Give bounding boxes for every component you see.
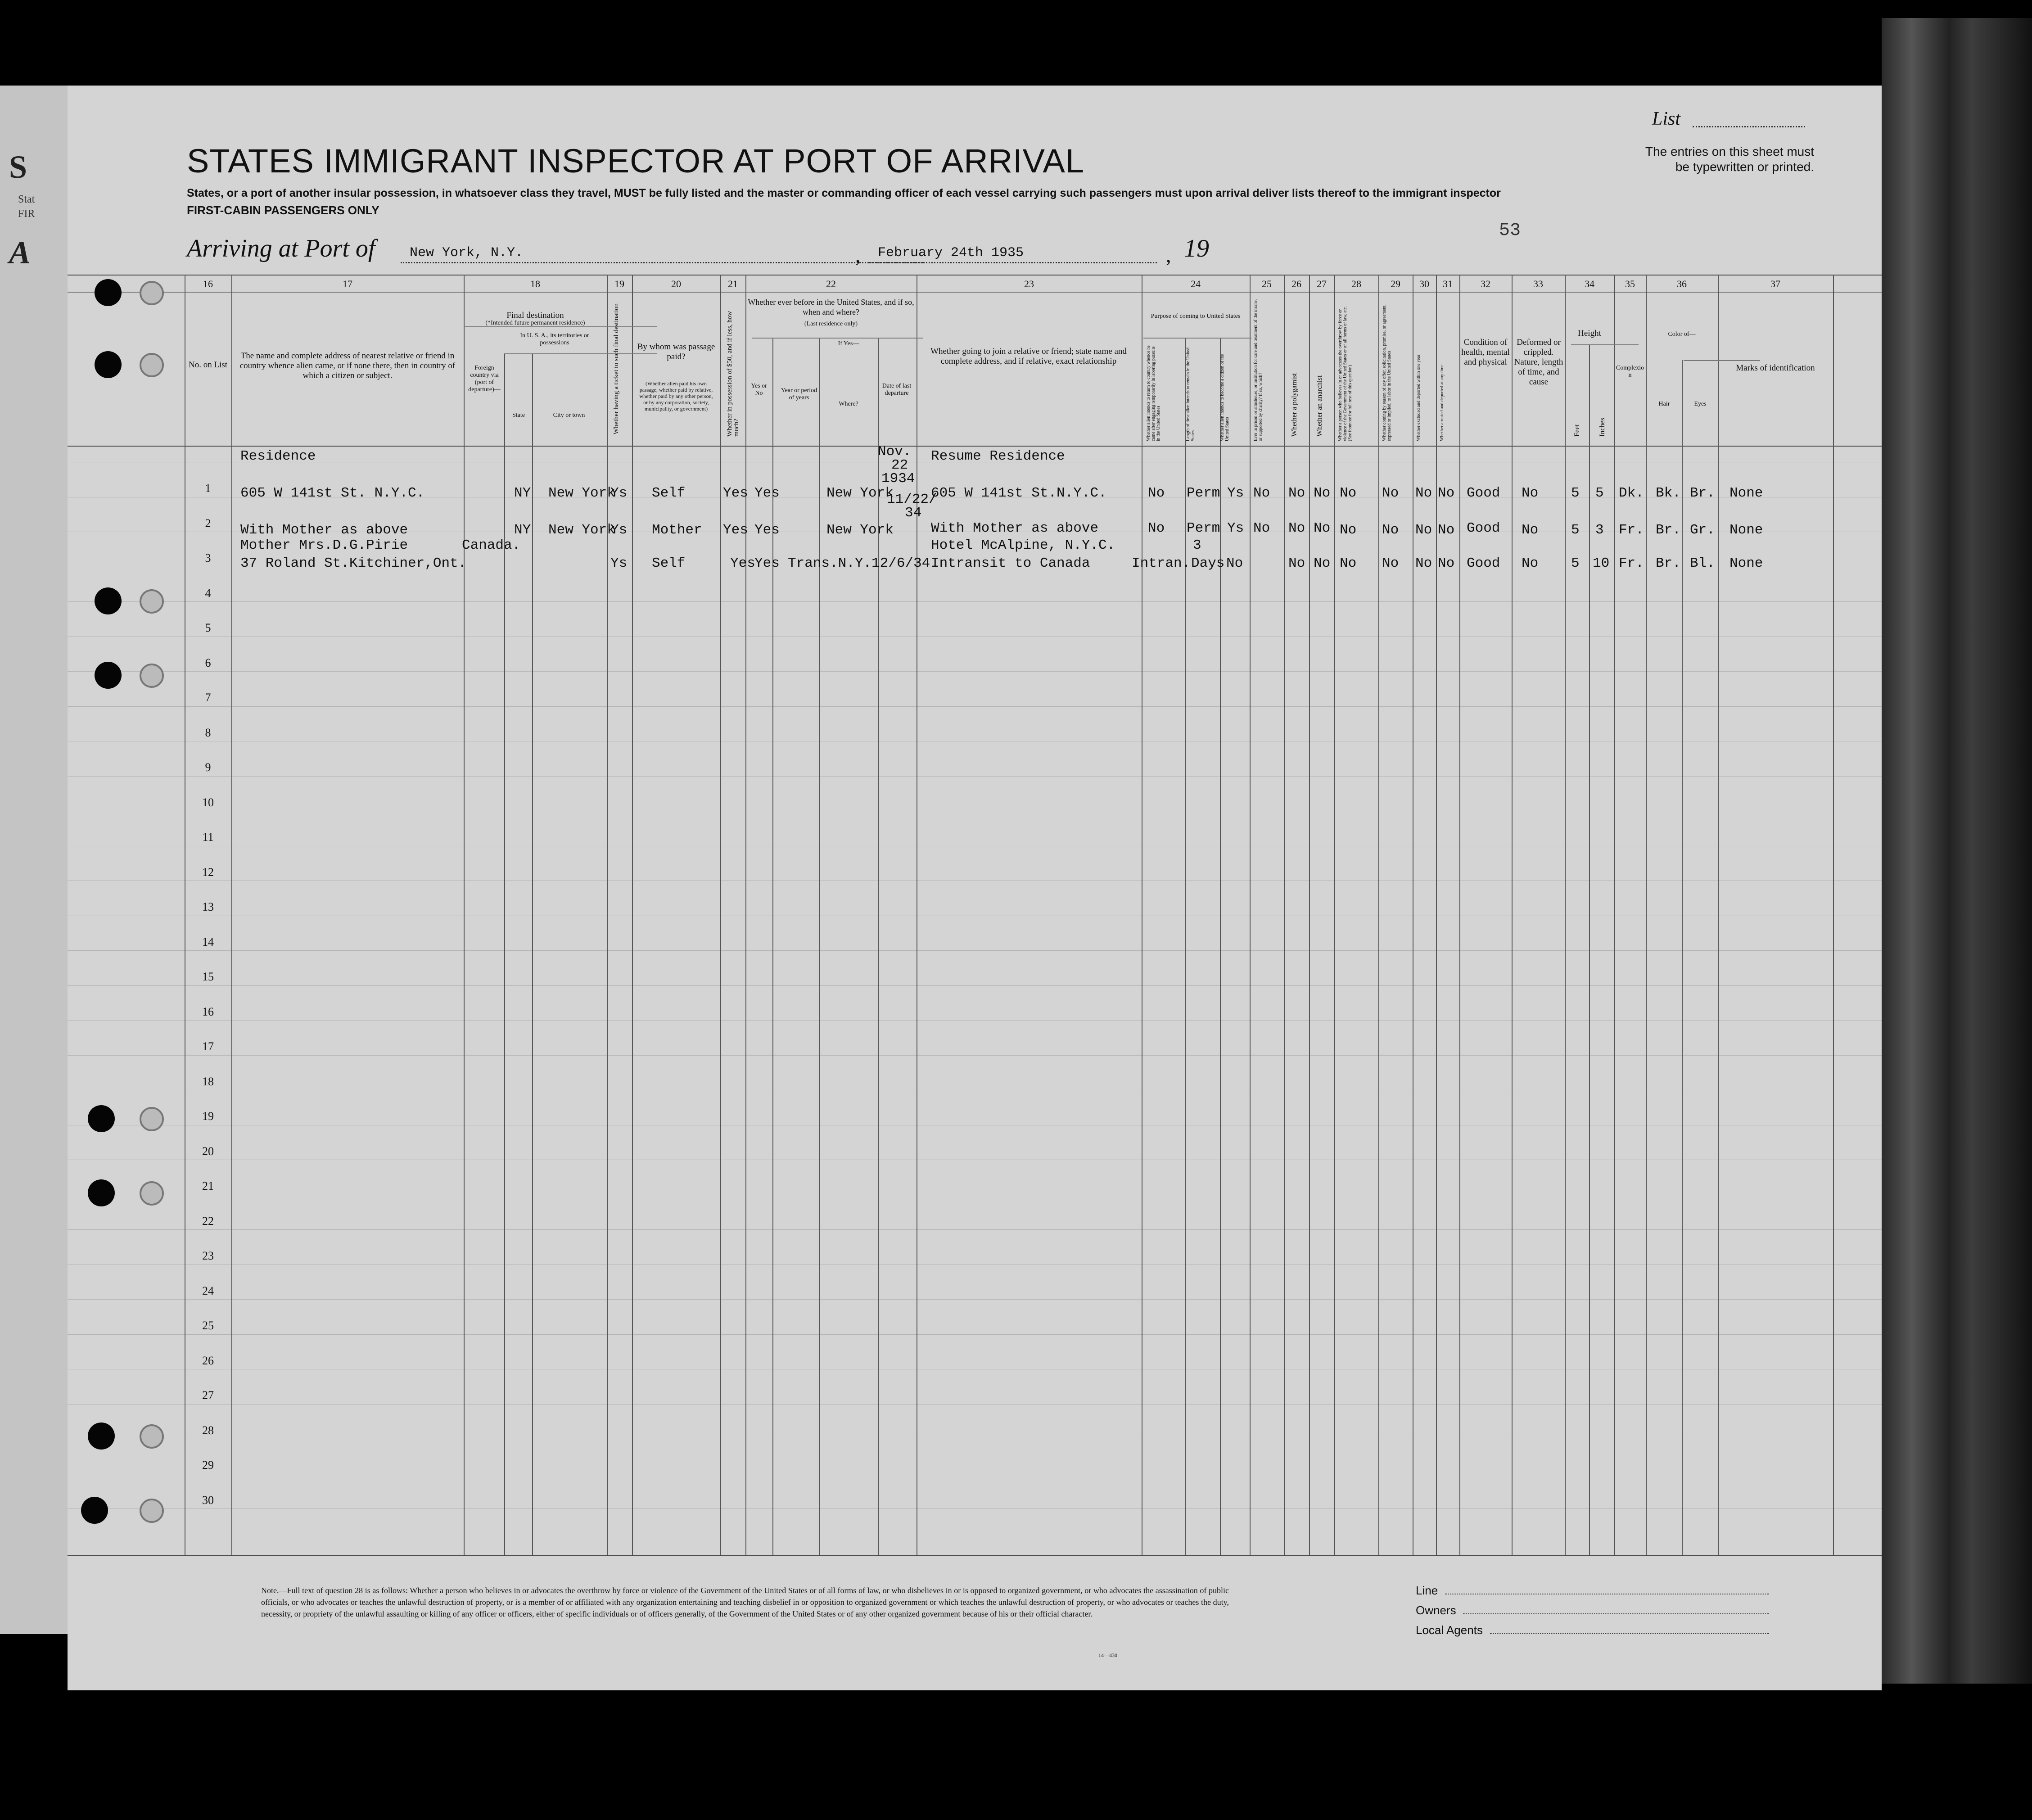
list-label: List [1652, 108, 1681, 129]
row1-c23: 605 W 141st St.N.Y.C. [931, 485, 1107, 501]
header-c25: Ever in prison or almshouse, or institution for care and treatment of the insane, or supported by charity? If so, which? [1253, 299, 1263, 441]
port-value: New York, N.Y. [410, 245, 524, 261]
row-rule [68, 1404, 1882, 1405]
column-line [1436, 275, 1437, 1555]
row1-c29: No [1382, 485, 1399, 501]
header-c22-period: Year or period of years [781, 387, 817, 401]
entries-note-line-2: be typewritten or printed. [1675, 160, 1814, 174]
entries-note-line-1: The entries on this sheet must [1645, 145, 1814, 158]
row-number: 27 [202, 1389, 214, 1402]
row2-c30: No [1415, 522, 1432, 538]
colnum-35: 35 [1625, 278, 1635, 289]
header-c18-group: Final destination [506, 311, 564, 320]
grid-bottom-border [68, 1555, 1882, 1556]
row3-c22-where: Trans.N.Y.12/6/34 [788, 555, 930, 571]
residence-header: Residence [240, 448, 316, 464]
header-c20-note: (Whether alien paid his own passage, whether paid by relative, whether paid by any other person, or by any corporation, society, municipality, or government) [639, 380, 713, 412]
row-rule [68, 1020, 1882, 1021]
row2-c24b: Perm [1187, 520, 1220, 536]
header-c32: Condition of health, mental and physical [1461, 338, 1510, 367]
row-number: 26 [202, 1354, 214, 1367]
local-agents-field [1490, 1633, 1769, 1634]
header-c23: Whether going to join a relative or friend; state name and complete address, and if relative, exact relationship [930, 347, 1127, 366]
c36-subrule [1684, 360, 1760, 361]
row1-c27: No [1314, 485, 1331, 501]
header-c18-foreign: Foreign country via (port of departure)— [468, 365, 501, 393]
row-number: 4 [205, 586, 211, 600]
row1-c24b: Perm [1187, 485, 1220, 501]
row1-c22-date-b: 22 [891, 457, 908, 473]
row2-c23: With Mother as above [931, 520, 1099, 536]
row-number: 21 [202, 1179, 214, 1192]
row-number: 11 [202, 831, 214, 844]
row-number: 24 [202, 1284, 214, 1297]
punch-ring [140, 353, 164, 377]
punch-hole [81, 1497, 108, 1524]
row3-c24b-b: Days [1191, 555, 1225, 571]
row3-c37: None [1729, 555, 1763, 571]
row-number: 8 [205, 726, 211, 739]
header-c36-hair: Hair [1658, 401, 1670, 407]
row3-c28: No [1340, 555, 1357, 571]
row3-c21: Yes [730, 555, 755, 571]
row3-c24b-a: 3 [1193, 537, 1201, 553]
column-line [1334, 275, 1335, 1555]
line-label: Line [1416, 1584, 1438, 1597]
colnum-24: 24 [1191, 278, 1201, 289]
row2-c31: No [1438, 522, 1455, 538]
handwritten-number: 53 [1499, 221, 1521, 241]
colnum-37: 37 [1770, 278, 1780, 289]
colnum-33: 33 [1533, 278, 1543, 289]
column-line [1309, 275, 1310, 1555]
row-number: 16 [202, 1005, 214, 1018]
header-c27: Whether an anarchist [1316, 375, 1323, 437]
colnum-17: 17 [343, 278, 352, 289]
row-rule [68, 950, 1882, 951]
header-c35: Complexion [1616, 365, 1644, 379]
header-c24-v2: Length of time alien intends to remain in the United States [1186, 347, 1196, 441]
row2-c22-date-b: 34 [905, 505, 922, 521]
row2-c21: Yes [723, 522, 748, 538]
row1-c30: No [1415, 485, 1432, 501]
row1-c22-date-a: Nov. [878, 444, 912, 460]
header-c24-v3: Whether alien intends to become a citizen of the United States [1220, 354, 1230, 441]
row-number: 30 [202, 1493, 214, 1507]
page-title: STATES IMMIGRANT INSPECTOR AT PORT OF ARRIVAL [187, 142, 1085, 180]
row3-foreign: Canada. [462, 537, 521, 553]
scan-right-edge [1882, 18, 2032, 1684]
column-line [504, 353, 505, 1555]
row-rule [68, 1508, 1882, 1509]
row1-hair: Bk. [1656, 485, 1681, 501]
row3-c29: No [1382, 555, 1399, 571]
row3-c32: Good [1467, 555, 1500, 571]
row3-c22-yn: Yes [754, 555, 780, 571]
row3-c30: No [1415, 555, 1432, 571]
passenger-class: FIRST-CABIN PASSENGERS ONLY [187, 203, 379, 217]
header-c18-usa: In U. S. A., its territories or possessions [520, 332, 589, 346]
row1-c22-where: New York [826, 485, 894, 501]
row-number: 12 [202, 865, 214, 879]
row1-c24a: No [1148, 485, 1165, 501]
row1-state: NY [514, 485, 531, 501]
header-c16: No. on List [188, 360, 228, 370]
colnum-18: 18 [530, 278, 540, 289]
row1-c32: Good [1467, 485, 1500, 501]
row1-feet: 5 [1571, 485, 1580, 501]
colnum-20: 20 [671, 278, 681, 289]
row2-paid: Mother [652, 522, 702, 538]
row3-eyes: Bl. [1690, 555, 1715, 571]
row2-c26: No [1288, 520, 1305, 536]
row1-c23-head: Resume Residence [931, 448, 1065, 464]
colnum-19: 19 [614, 278, 624, 289]
row1-eyes: Br. [1690, 485, 1715, 501]
row2-c24c: Ys [1227, 520, 1244, 536]
header-bottom-rule [68, 446, 1882, 447]
column-number-rule [68, 292, 1882, 293]
column-line [878, 338, 879, 1555]
row1-c35: Dk. [1619, 485, 1644, 501]
column-line [1833, 275, 1834, 1555]
header-c22-yesno: Yes or No [751, 383, 767, 397]
row1-inches: 5 [1595, 485, 1604, 501]
column-line [1614, 275, 1615, 1555]
header-c24: Purpose of coming to United States [1151, 313, 1241, 320]
row-rule [68, 1334, 1882, 1335]
punch-ring [140, 1181, 164, 1206]
column-line [1284, 275, 1285, 1555]
punch-hole [88, 1423, 115, 1450]
row3-c26: No [1288, 555, 1305, 571]
header-c31: Whether arrested and deported at any time [1440, 365, 1445, 441]
row2-feet: 5 [1571, 522, 1580, 538]
c24-subrule [1143, 338, 1251, 339]
punch-ring [140, 664, 164, 688]
row-rule [68, 985, 1882, 986]
header-c22: Whether ever before in the United States, and if so, when and where? [748, 298, 914, 316]
colnum-31: 31 [1443, 278, 1453, 289]
column-line [1565, 275, 1566, 1555]
colnum-34: 34 [1585, 278, 1594, 289]
owners-label: Owners [1416, 1603, 1456, 1617]
column-line [1250, 275, 1251, 1555]
punch-hole [95, 662, 122, 689]
colnum-26: 26 [1291, 278, 1301, 289]
column-line [1589, 344, 1590, 1555]
header-c17: The name and complete address of nearest relative or friend in country whence alien came, or if none there, then in country of which a citizen or subject. [239, 351, 456, 380]
row-number: 7 [205, 691, 211, 704]
row-number: 13 [202, 900, 214, 913]
comma-1: , [855, 244, 861, 266]
colnum-27: 27 [1317, 278, 1327, 289]
column-line [1718, 275, 1719, 1555]
row-number: 1 [205, 482, 211, 495]
row-number: 2 [205, 516, 211, 530]
colnum-21: 21 [728, 278, 738, 289]
row3-c25: No [1226, 555, 1243, 571]
row1-c22-yn: Yes [754, 485, 780, 501]
row3-inches: 10 [1593, 555, 1610, 571]
column-line [607, 275, 608, 1555]
header-c20: By whom was passage paid? [637, 342, 715, 361]
row3-ticket: Ys [610, 555, 628, 571]
header-c18-note: (*Intended future permanent residence) [485, 320, 585, 326]
column-line [1512, 275, 1513, 1555]
row-number: 14 [202, 935, 214, 948]
header-c21: Whether in possession of $50, and if less, how much? [726, 311, 740, 437]
row3-c31: No [1438, 555, 1455, 571]
row3-c27: No [1314, 555, 1331, 571]
c34-subrule [1571, 344, 1639, 345]
row-rule [68, 1229, 1882, 1230]
row2-c22-yn: Yes [754, 522, 780, 538]
punch-ring [140, 1424, 164, 1449]
punch-hole [95, 587, 122, 614]
row2-c28: No [1340, 522, 1357, 538]
row1-c22-date-c: 1934 [881, 471, 915, 487]
header-c29: Whether coming by reason of any offer, solicitation, promise, or agreement, expressed or implied, to labor in the United States [1382, 304, 1392, 441]
header-c33: Deformed or crippled. Nature, length of time, and cause [1514, 338, 1563, 387]
row-rule [68, 671, 1882, 672]
column-line [1185, 338, 1186, 1555]
header-c34-inches: Inches [1599, 418, 1606, 437]
column-line [532, 353, 533, 1555]
row1-c26: No [1288, 485, 1305, 501]
header-c19: Whether having a ticket to such final destination [613, 303, 620, 434]
row3-feet: 5 [1571, 555, 1580, 571]
column-line [1646, 275, 1647, 1555]
colnum-23: 23 [1024, 278, 1034, 289]
row1-ticket: Ys [610, 485, 628, 501]
row-number: 28 [202, 1423, 214, 1437]
row3-hair: Br. [1656, 555, 1681, 571]
row-rule [68, 776, 1882, 777]
form-number: 14—430 [1098, 1652, 1117, 1658]
date-value: February 24th 1935 [878, 245, 1024, 261]
colnum-32: 32 [1481, 278, 1490, 289]
column-line [772, 338, 773, 1555]
colnum-28: 28 [1351, 278, 1361, 289]
local-agents-label: Local Agents [1416, 1623, 1483, 1637]
year-prefix: 19 [1184, 235, 1209, 262]
colnum-25: 25 [1262, 278, 1272, 289]
manifest-grid [68, 86, 1882, 1690]
row-number: 17 [202, 1040, 214, 1053]
row2-ticket: Ys [610, 522, 628, 538]
punch-hole [88, 1105, 115, 1132]
row-number: 15 [202, 970, 214, 983]
row-number: 20 [202, 1144, 214, 1158]
punch-ring [140, 281, 164, 305]
fragment-text-2: FIR [18, 208, 35, 220]
column-line [632, 275, 633, 1555]
row-number: 9 [205, 761, 211, 774]
page-subtitle: States, or a port of another insular possession, in whatsoever class they travel, MUST be fully listed and the master or commanding officer of each vessel carrying such passengers must upon arrival deliver lists thereof to the immigrant inspector [187, 187, 1501, 199]
punch-ring [140, 589, 164, 614]
row2-c37: None [1729, 522, 1763, 538]
fragment-letter-1: S [9, 149, 27, 185]
punch-hole [95, 279, 122, 306]
column-line [745, 275, 746, 1555]
question-28-footnote: Note.—Full text of question 28 is as follows: Whether a person who believes in or advocates the overthrow by force or violence of the Government of the United States or of all forms of law, or who disbelieves in or is opposed to organized government, or who advocates the assassination of public officials, or who advocates or teaches the unlawful destruction of property, or is a member of or affiliated with any organization entertaining and teaching disbelief in or opposition to organized government or which teaches the unlawful destruction of property, or who advocates or teaches the duty, necessity, or propriety of the unlawful assaulting or killing of any officer or officers, either of specific individuals or of officers generally, of the Government of the United States or of any other organized government because of his or their official character. [261, 1586, 1229, 1618]
row3-c24a: Intran. [1132, 555, 1191, 571]
colnum-30: 30 [1419, 278, 1429, 289]
row2-c24a: No [1148, 520, 1165, 536]
row1-paid: Self [652, 485, 686, 501]
row2-eyes: Gr. [1690, 522, 1715, 538]
row1-c17: 605 W 141st St. N.Y.C. [240, 485, 425, 501]
row3-c23-a: Hotel McAlpine, N.Y.C. [931, 537, 1115, 553]
row-rule [68, 1299, 1882, 1300]
row-number: 5 [205, 621, 211, 634]
row1-c25: No [1253, 485, 1270, 501]
row-number: 6 [205, 656, 211, 669]
row2-city: New York [548, 522, 615, 538]
row-number: 3 [205, 551, 211, 565]
row3-c33: No [1522, 555, 1539, 571]
colnum-36: 36 [1677, 278, 1687, 289]
header-c36-eyes: Eyes [1694, 401, 1707, 407]
row1-city: New York [548, 485, 615, 501]
row-rule [68, 1055, 1882, 1056]
header-c22-note: (Last residence only) [804, 321, 858, 327]
column-line [231, 275, 232, 1555]
punch-ring [140, 1107, 164, 1131]
row3-c17-a: Mother Mrs.D.G.Pirie [240, 537, 408, 553]
row2-state: NY [514, 522, 531, 538]
row2-hair: Br. [1656, 522, 1681, 538]
header-c18-state: State [512, 412, 525, 419]
header-c34: Height [1578, 329, 1601, 338]
row1-c28: No [1340, 485, 1357, 501]
row1-c33: No [1522, 485, 1539, 501]
colnum-16: 16 [203, 278, 213, 289]
row2-inches: 3 [1595, 522, 1604, 538]
column-line [464, 275, 465, 1555]
row-number: 18 [202, 1075, 214, 1088]
colnum-22: 22 [826, 278, 836, 289]
punch-hole [88, 1179, 115, 1206]
punch-hole [95, 351, 122, 378]
row3-c17-b: 37 Roland St.Kitchiner,Ont. [240, 555, 467, 571]
row1-c31: No [1438, 485, 1455, 501]
row-number: 29 [202, 1459, 214, 1472]
header-c22-ifyes: If Yes— [838, 340, 859, 347]
row2-c29: No [1382, 522, 1399, 538]
row-rule [68, 601, 1882, 602]
header-c37: Marks of identification [1736, 363, 1815, 373]
row3-c23-b: Intransit to Canada [931, 555, 1090, 571]
row1-c24c: Ys [1227, 485, 1244, 501]
manifest-page [68, 86, 1882, 1690]
column-line [819, 338, 820, 1555]
row2-c22-date-a: 11/22/ [887, 492, 937, 507]
row2-c25: No [1253, 520, 1270, 536]
owners-field [1463, 1613, 1769, 1614]
row2-c17: With Mother as above [240, 522, 408, 538]
row1-c21: Yes [723, 485, 748, 501]
column-line [1459, 275, 1460, 1555]
punch-ring [140, 1499, 164, 1523]
header-c28: Whether a person who believes in or advocates the overthrow by force or violence of the Government of the United States or of all forms of law, etc. (See footnote for full text of this question) [1338, 306, 1353, 441]
header-c30: Whether excluded and deported within one year [1416, 354, 1421, 441]
fragment-letter-2: A [9, 235, 31, 271]
row2-c35: Fr. [1619, 522, 1644, 538]
colnum-29: 29 [1391, 278, 1400, 289]
row-number: 10 [202, 795, 214, 809]
row-number: 25 [202, 1319, 214, 1332]
previous-page-fragment [0, 86, 68, 1634]
row2-c22-where: New York [826, 522, 894, 538]
column-line [1378, 275, 1379, 1555]
column-line [720, 275, 721, 1555]
header-c34-feet: Feet [1573, 424, 1581, 437]
row-number: 22 [202, 1214, 214, 1228]
row1-c37: None [1729, 485, 1763, 501]
comma-2: , [1166, 244, 1171, 266]
row-number: 19 [202, 1110, 214, 1123]
header-c22-where: Where? [839, 401, 858, 407]
row3-paid: Self [652, 555, 686, 571]
arriving-label: Arriving at Port of [187, 235, 375, 262]
c18-subrule-2 [504, 353, 657, 354]
row3-c35: Fr. [1619, 555, 1644, 571]
header-c26: Whether a polygamist [1291, 373, 1298, 437]
header-c24-v1: Whether alien intends to return to country whence he came after engaging temporarily in laboring pursuits in the United States [1146, 345, 1161, 441]
header-c36: Color of— [1668, 331, 1696, 338]
c22-subrule [752, 338, 923, 339]
header-c18-city: City or town [553, 412, 585, 419]
row-number: 23 [202, 1249, 214, 1262]
fragment-text-1: Stat [18, 194, 35, 205]
column-line [1682, 360, 1683, 1555]
header-c22-date: Date of last departure [882, 383, 912, 397]
row2-c32: Good [1467, 520, 1500, 536]
row2-c33: No [1522, 522, 1539, 538]
row2-c27: No [1314, 520, 1331, 536]
row-rule [68, 706, 1882, 707]
